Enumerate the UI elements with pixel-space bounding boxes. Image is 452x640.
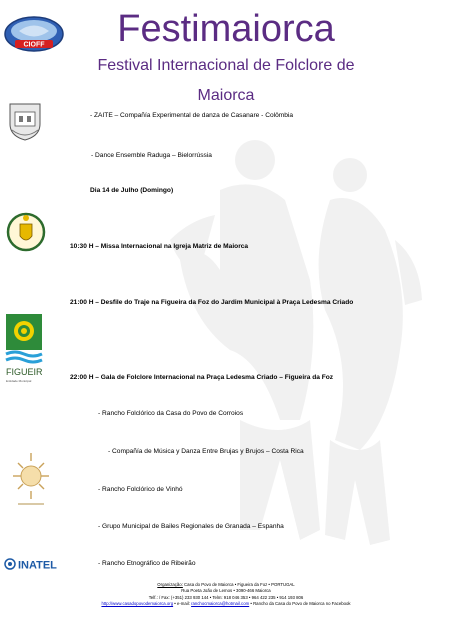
program-day-heading: Dia 14 de Julho (Domingo)	[90, 187, 174, 194]
footer-links	[0, 601, 452, 607]
program-line: - Rancho Etnográfico de Ribeirão	[98, 560, 196, 567]
dancers-watermark	[160, 120, 430, 550]
page-title: Festimaiorca	[117, 8, 335, 50]
figueira-foz-logo	[4, 314, 44, 384]
parish-seal-logo	[6, 204, 46, 260]
page-subtitle-line-1: Festival Internacional de Folclore de	[97, 57, 355, 74]
program-line: - Rancho Folclórico de Vinhó	[98, 486, 183, 493]
inatel-logo-text: INATEL	[18, 559, 57, 572]
program-line: - Compañía de Música y Danza Entre Brujas y Brujos – Costa Rica	[108, 448, 304, 455]
municipal-crest-logo	[4, 100, 46, 142]
inatel-logo	[4, 556, 64, 572]
program-line: - ZAITE – Compañía Experimental de danza de Casanare - Colômbia	[90, 112, 294, 119]
figueira-logo-text: FIGUEIR	[6, 367, 43, 377]
cioff-logo-text: CIOFF	[23, 41, 45, 49]
program-line: - Rancho Folclórico da Casa do Povo de Corroios	[98, 410, 244, 417]
program-event: 21:00 H – Desfile do Traje na Figueira da Foz do Jardim Municipal à Praça Ledesma Criado	[70, 299, 354, 306]
footer-facebook: • Rancho da Casa do Povo de Maiorca no Facebook	[249, 600, 351, 606]
footer	[0, 582, 452, 607]
sun-emblem-logo	[10, 450, 52, 510]
page-subtitle-line-2: Maiorca	[197, 87, 255, 104]
figueira-logo-subtext: Entidade Municipal	[6, 379, 32, 383]
footer-phones: Telf.: / Fax: (+351) 233 930 144 • Telm: 918 046 353 • 964 422 235 • 914 193 806	[148, 594, 304, 600]
program-event: 10:30 H – Missa Internacional na Igreja Matriz de Maiorca	[70, 243, 249, 250]
footer-address: Rua Poeta João de Lemos • 3090-466 Maiorca	[181, 588, 271, 594]
footer-org-label: Organização:	[157, 582, 183, 587]
email-link[interactable]: ranchocmaiorca@hotmail.com	[191, 600, 250, 606]
program-line: - Grupo Municipal de Bailes Regionales de Granada – Espanha	[98, 523, 284, 530]
footer-email-label: • e-mail:	[173, 600, 192, 606]
website-link[interactable]: http://www.casadopovodemaiorca.org	[101, 600, 174, 606]
footer-org-text: Casa do Povo de Maiorca • Figueira da Foz • PORTUGAL	[182, 582, 295, 587]
program-line: - Dance Ensemble Raduga – Bielorrússia	[91, 152, 212, 159]
program-event: 22:00 H – Gala de Folclore Internacional na Praça Ledesma Criado – Figueira da Foz	[70, 374, 334, 381]
